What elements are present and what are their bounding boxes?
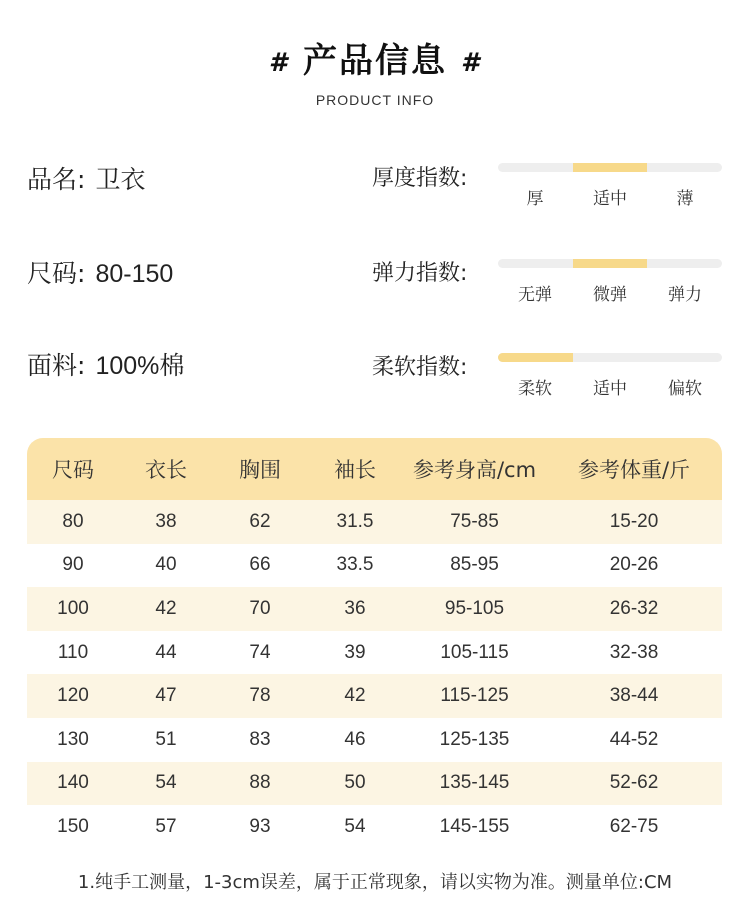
table-cell: 93	[249, 815, 271, 837]
softness-index-label: 柔软指数:	[372, 355, 468, 380]
table-cell: 47	[155, 685, 177, 707]
hash-left: #	[268, 47, 289, 78]
table-cell: 50	[344, 772, 366, 794]
table-cell: 54	[155, 772, 177, 794]
table-body	[27, 500, 722, 849]
product-size-value: 80-150	[95, 260, 174, 288]
page-title	[0, 38, 750, 86]
product-fabric-value: 100%棉	[95, 352, 185, 380]
softness-index-ticks	[498, 374, 722, 399]
table-cell: 51	[155, 728, 177, 750]
tick-label: 厚	[526, 189, 544, 209]
product-name	[27, 160, 145, 196]
table-cell: 66	[249, 554, 271, 576]
table-cell: 88	[249, 772, 271, 794]
table-cell: 38	[155, 510, 177, 532]
tick-label: 弹力	[668, 285, 702, 305]
table-cell: 62-75	[609, 815, 659, 837]
measurement-footnote: 1.纯手工测量，1-3cm误差，属于正常现象，请以实物为准。测量单位:CM	[77, 872, 673, 893]
table-cell: 105-115	[440, 641, 509, 663]
table-row	[27, 805, 722, 849]
table-cell: 33.5	[336, 554, 374, 576]
table-cell: 125-135	[439, 728, 510, 750]
column-header: 参考身高/cm	[412, 458, 537, 482]
table-cell: 38-44	[609, 685, 659, 707]
table-cell: 83	[249, 728, 271, 750]
softness-index-fill	[498, 353, 573, 362]
tick-label: 适中	[593, 189, 627, 209]
table-row	[27, 762, 722, 806]
tick-label: 无弹	[518, 285, 552, 305]
thickness-index-fill	[573, 163, 648, 172]
column-header: 胸围	[239, 458, 281, 482]
table-cell: 140	[57, 772, 89, 794]
product-fabric-label: 面料:	[27, 351, 86, 380]
product-size	[27, 254, 173, 290]
table-cell: 44	[155, 641, 177, 663]
table-cell: 20-26	[609, 554, 659, 576]
column-header: 参考体重/斤	[577, 458, 691, 482]
table-cell: 110	[57, 641, 89, 663]
table-cell: 150	[57, 815, 89, 837]
table-cell: 80	[62, 510, 84, 532]
table-row	[27, 544, 722, 588]
softness-index-bar	[498, 353, 722, 362]
product-name-value: 卫衣	[95, 166, 146, 194]
thickness-index-label: 厚度指数:	[372, 166, 468, 191]
table-cell: 54	[344, 815, 366, 837]
column-header: 袖长	[334, 458, 376, 482]
elasticity-index-fill	[573, 259, 648, 268]
table-cell: 90	[62, 554, 84, 576]
tick-label: 适中	[593, 379, 627, 399]
table-cell: 26-32	[609, 597, 659, 619]
table-header	[27, 438, 722, 500]
product-size-label: 尺码:	[27, 259, 86, 288]
table-cell: 75-85	[450, 510, 499, 532]
column-header: 尺码	[52, 458, 94, 482]
table-row	[27, 718, 722, 762]
title-text: 产品信息	[303, 41, 447, 81]
table-cell: 135-145	[439, 772, 510, 794]
table-cell: 130	[57, 728, 89, 750]
table-cell: 57	[155, 815, 177, 837]
thickness-index-bar	[498, 163, 722, 172]
table-cell: 31.5	[336, 510, 374, 532]
tick-label: 柔软	[518, 379, 552, 399]
table-cell: 120	[57, 685, 89, 707]
tick-label: 微弹	[593, 285, 627, 305]
product-name-label: 品名:	[27, 165, 86, 194]
table-cell: 95-105	[444, 597, 505, 619]
column-header: 衣长	[145, 458, 187, 482]
page-subtitle: PRODUCT INFO	[315, 91, 435, 108]
table-row	[27, 587, 722, 631]
table-cell: 70	[249, 597, 271, 619]
tick-label: 薄	[676, 189, 694, 209]
table-cell: 78	[249, 685, 271, 707]
table-row	[27, 500, 722, 544]
table-cell: 100	[57, 597, 89, 619]
table-cell: 40	[155, 554, 177, 576]
elasticity-index-label: 弹力指数:	[372, 261, 468, 286]
hash-right: #	[461, 47, 482, 78]
table-cell: 85-95	[450, 554, 499, 576]
size-table	[27, 438, 722, 849]
table-cell: 62	[249, 510, 271, 532]
table-cell: 46	[344, 728, 366, 750]
section-header	[0, 38, 750, 108]
table-row	[27, 631, 722, 675]
elasticity-index-bar	[498, 259, 722, 268]
table-cell: 15-20	[609, 510, 659, 532]
table-cell: 145-155	[439, 815, 510, 837]
thickness-index-ticks	[498, 184, 722, 209]
table-cell: 44-52	[609, 728, 659, 750]
table-cell: 74	[249, 641, 271, 663]
elasticity-index-ticks	[498, 280, 722, 305]
table-cell: 42	[155, 597, 177, 619]
table-cell: 32-38	[609, 641, 659, 663]
table-cell: 36	[344, 597, 366, 619]
table-cell: 39	[344, 641, 366, 663]
tick-label: 偏软	[668, 379, 702, 399]
table-cell: 115-125	[440, 685, 509, 707]
table-cell: 42	[344, 685, 366, 707]
table-row	[27, 674, 722, 718]
product-fabric	[27, 346, 184, 382]
table-cell: 52-62	[609, 772, 659, 794]
